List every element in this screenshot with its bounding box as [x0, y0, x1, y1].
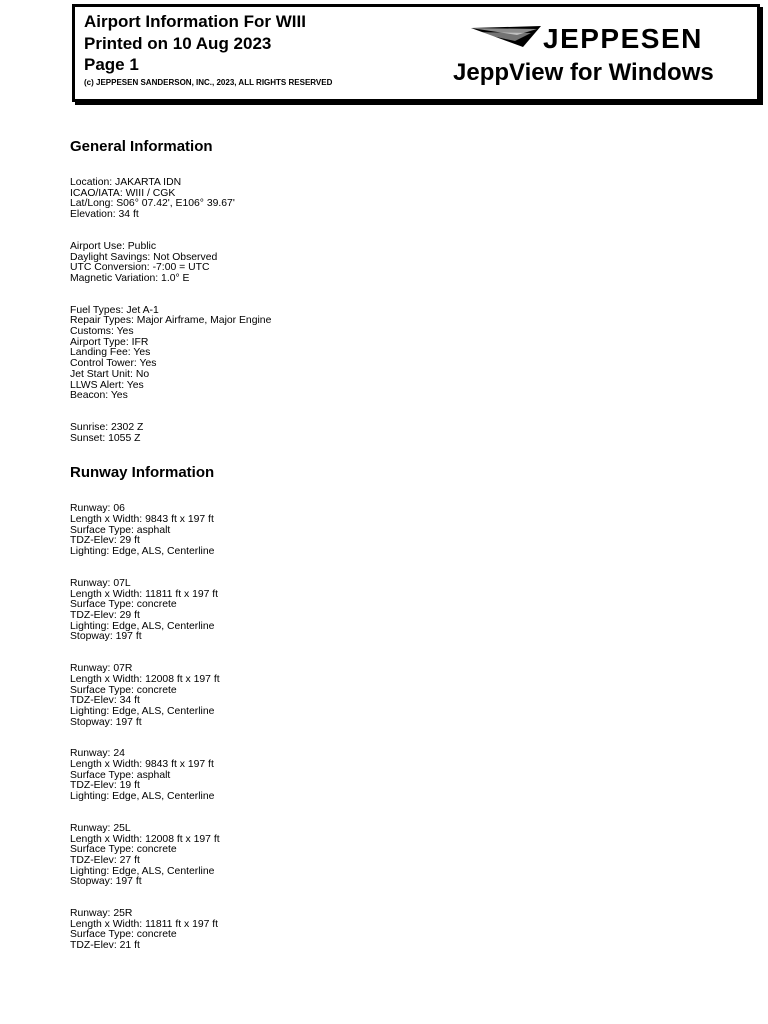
- info-line: Repair Types: Major Airframe, Major Engine: [70, 315, 272, 327]
- info-line: Beacon: Yes: [70, 390, 128, 402]
- info-line: Daylight Savings: Not Observed: [70, 251, 218, 263]
- info-line: Runway: 25L: [70, 822, 131, 834]
- info-line: TDZ-Elev: 27 ft: [70, 854, 140, 866]
- info-line: Airport Use: Public: [70, 240, 157, 252]
- info-line: Control Tower: Yes: [70, 358, 157, 370]
- info-line: Length x Width: 9843 ft x 197 ft: [70, 759, 214, 771]
- info-line: Jet Start Unit: No: [70, 368, 150, 380]
- info-line: Length x Width: 12008 ft x 197 ft: [70, 833, 220, 845]
- info-line: Fuel Types: Jet A-1: [70, 304, 159, 316]
- info-line: Magnetic Variation: 1.0° E: [70, 272, 190, 284]
- runway-info-heading: Runway Information: [70, 464, 215, 482]
- info-line: UTC Conversion: -7:00 = UTC: [70, 262, 210, 274]
- info-line: Lat/Long: S06° 07.42', E106° 39.67': [70, 198, 235, 210]
- location-block: [70, 178, 750, 221]
- info-line: Surface Type: concrete: [70, 929, 177, 941]
- info-line: Surface Type: concrete: [70, 599, 177, 611]
- info-line: Stopway: 197 ft: [70, 876, 142, 888]
- runway-block: [70, 749, 750, 803]
- info-line: TDZ-Elev: 29 ft: [70, 609, 140, 621]
- info-line: LLWS Alert: Yes: [70, 379, 144, 391]
- info-line: Length x Width: 11811 ft x 197 ft: [70, 588, 219, 600]
- info-line: Runway: 24: [70, 748, 125, 760]
- header-print-date: Printed on 10 Aug 2023: [84, 34, 272, 53]
- runway-block: [70, 824, 750, 888]
- general-info-heading: General Information: [70, 138, 213, 155]
- info-line: Sunrise: 2302 Z: [70, 421, 144, 433]
- document-header: [72, 4, 760, 102]
- info-line: Runway: 06: [70, 503, 125, 515]
- info-line: TDZ-Elev: 19 ft: [70, 780, 140, 792]
- info-line: Length x Width: 12008 ft x 197 ft: [70, 673, 220, 685]
- info-line: Airport Type: IFR: [70, 336, 149, 348]
- info-line: Lighting: Edge, ALS, Centerline: [70, 705, 215, 717]
- info-line: Length x Width: 11811 ft x 197 ft: [70, 918, 219, 930]
- info-line: Elevation: 34 ft: [70, 209, 139, 221]
- runway-list: [70, 504, 750, 952]
- services-block: [70, 306, 750, 402]
- jeppesen-logo: [471, 25, 751, 55]
- info-line: Lighting: Edge, ALS, Centerline: [70, 791, 215, 803]
- info-line: Stopway: 197 ft: [70, 631, 142, 643]
- info-line: Landing Fee: Yes: [70, 347, 151, 359]
- info-line: TDZ-Elev: 29 ft: [70, 535, 140, 547]
- info-line: Surface Type: concrete: [70, 844, 177, 856]
- logo-text: JEPPESEN: [543, 23, 703, 54]
- info-line: Runway: 07L: [70, 577, 131, 589]
- info-line: Surface Type: asphalt: [70, 524, 171, 536]
- jeppesen-swoosh-icon: [471, 25, 545, 49]
- header-airport-title: Airport Information For WIII: [84, 12, 306, 31]
- header-page-number: Page 1: [84, 55, 139, 74]
- sun-times-block: [70, 423, 750, 444]
- header-copyright: (c) JEPPESEN SANDERSON, INC., 2023, ALL RIGHTS RESERVED: [84, 78, 333, 87]
- info-line: Runway: 07R: [70, 663, 133, 675]
- info-line: Stopway: 197 ft: [70, 716, 142, 728]
- runway-block: [70, 504, 750, 558]
- info-line: Surface Type: asphalt: [70, 769, 171, 781]
- info-line: Surface Type: concrete: [70, 684, 177, 696]
- product-name: JeppView for Windows: [453, 59, 714, 86]
- info-line: Length x Width: 9843 ft x 197 ft: [70, 514, 214, 526]
- info-line: Customs: Yes: [70, 326, 134, 338]
- runway-block: [70, 909, 750, 952]
- info-line: Sunset: 1055 Z: [70, 432, 141, 444]
- document-body: [70, 138, 750, 952]
- info-line: TDZ-Elev: 34 ft: [70, 695, 140, 707]
- runway-block: [70, 579, 750, 643]
- info-line: Runway: 25R: [70, 908, 133, 920]
- info-line: ICAO/IATA: WIII / CGK: [70, 187, 176, 199]
- info-line: Location: JAKARTA IDN: [70, 177, 182, 188]
- runway-block: [70, 664, 750, 728]
- info-line: Lighting: Edge, ALS, Centerline: [70, 865, 215, 877]
- info-line: Lighting: Edge, ALS, Centerline: [70, 620, 215, 632]
- info-line: TDZ-Elev: 21 ft: [70, 940, 140, 952]
- info-line: Lighting: Edge, ALS, Centerline: [70, 546, 215, 558]
- airport-use-block: [70, 242, 750, 285]
